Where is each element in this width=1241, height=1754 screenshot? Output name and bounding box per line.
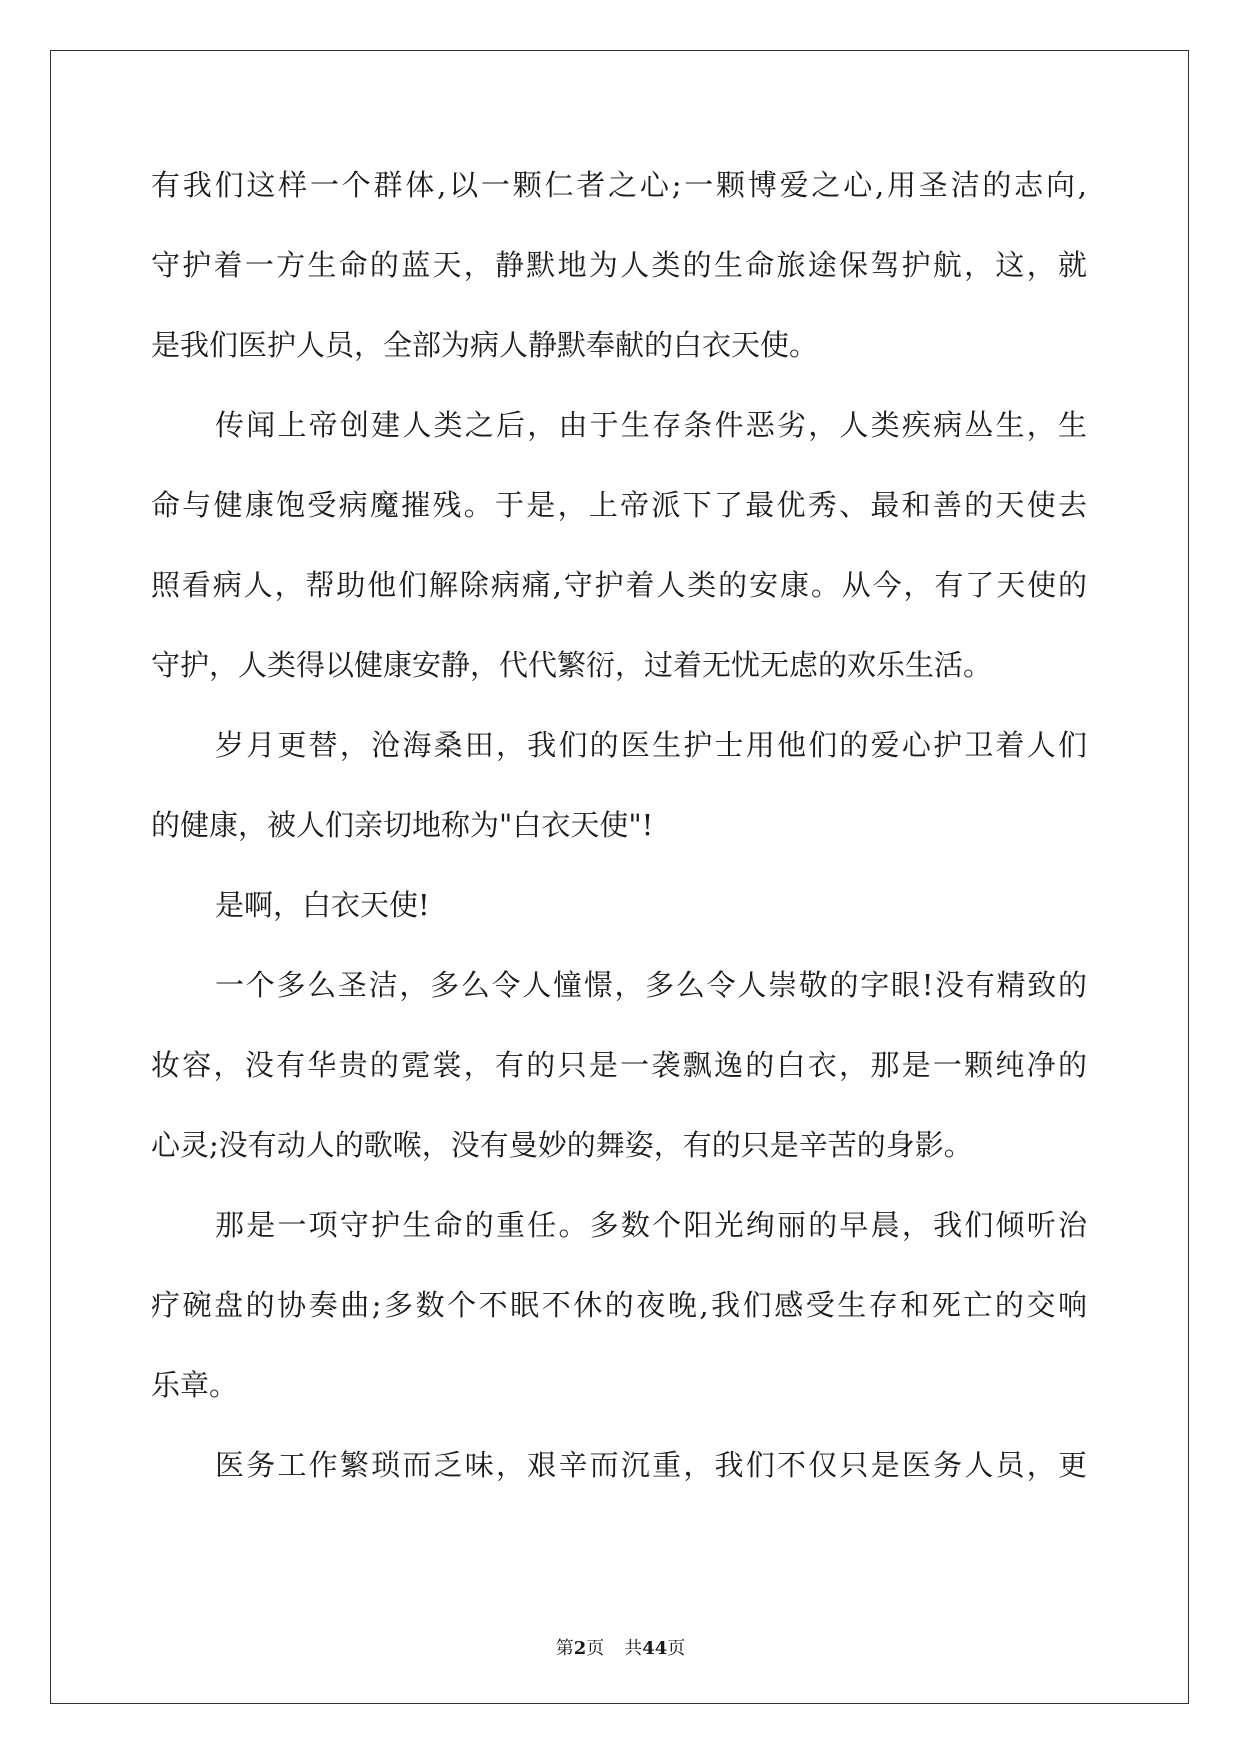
- text-line: 守护，人类得以健康安静，代代繁衍，过着无忧无虑的欢乐生活。: [151, 648, 993, 682]
- text-line: 疗碗盘的协奏曲;多数个不眠不休的夜晚,我们感受生存和死亡的交响: [151, 1288, 1087, 1322]
- page-footer: [0, 1637, 1241, 1661]
- text-line: 心灵;没有动人的歌喉，没有曼妙的舞姿，有的只是辛苦的身影。: [151, 1128, 973, 1162]
- text-line: 照看病人，帮助他们解除病痛,守护着人类的安康。从今，有了天使的: [151, 568, 1087, 602]
- page-label-suffix: 页: [586, 1638, 605, 1659]
- total-label-suffix: 页: [667, 1638, 686, 1659]
- document-body: [151, 160, 1087, 1520]
- text-line: 是啊，白衣天使!: [215, 888, 430, 922]
- text-line: 医务工作繁琐而乏味，艰辛而沉重，我们不仅只是医务人员，更: [215, 1448, 1087, 1482]
- total-label-prefix: 共: [624, 1638, 643, 1659]
- text-line: 传闻上帝创建人类之后，由于生存条件恶劣，人类疾病丛生，生: [215, 408, 1087, 442]
- text-line: 妆容，没有华贵的霓裳，有的只是一袭飘逸的白衣，那是一颗纯净的: [151, 1048, 1087, 1082]
- text-line: 是我们医护人员，全部为病人静默奉献的白衣天使。: [151, 328, 819, 362]
- total-pages: 44: [642, 1638, 668, 1659]
- text-line: 那是一项守护生命的重任。多数个阳光绚丽的早晨，我们倾听治: [215, 1208, 1087, 1242]
- text-line: 命与健康饱受病魔摧残。于是，上帝派下了最优秀、最和善的天使去: [151, 488, 1087, 522]
- page-label-prefix: 第: [555, 1638, 574, 1659]
- text-line: 一个多么圣洁，多么令人憧憬，多么令人崇敬的字眼!没有精致的: [215, 968, 1087, 1002]
- text-line: 的健康，被人们亲切地称为"白衣天使"!: [151, 808, 654, 842]
- text-line: 守护着一方生命的蓝天，静默地为人类的生命旅途保驾护航，这，就: [151, 248, 1087, 282]
- text-line: 有我们这样一个群体,以一颗仁者之心;一颗博爱之心,用圣洁的志向,: [151, 168, 1087, 202]
- page-number: 2: [573, 1638, 587, 1659]
- text-line: 岁月更替，沧海桑田，我们的医生护士用他们的爱心护卫着人们: [215, 728, 1087, 762]
- text-line: 乐章。: [151, 1368, 239, 1402]
